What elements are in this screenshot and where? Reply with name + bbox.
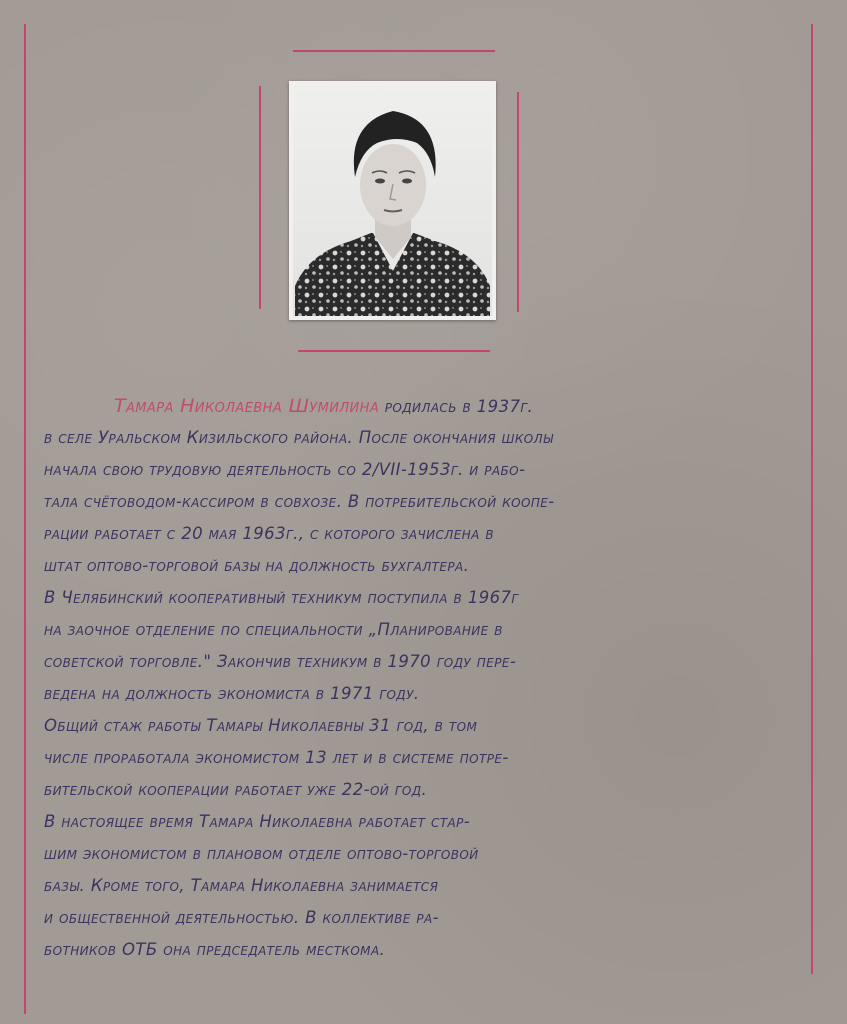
text-line: в селе Уральском Кизильского района. После окончания школы: [44, 428, 554, 447]
text-line: советской торговле." Закончив техникум в 1970 году пере-: [44, 652, 517, 671]
text-line: числе проработала экономистом 13 лет и в системе потре-: [44, 748, 509, 767]
text-line: на заочное отделение по специальности „Планирование в: [44, 620, 503, 639]
text-line: ведена на должность экономиста в 1971 году.: [44, 684, 420, 703]
text-line: ботников ОТБ она председатель месткома.: [44, 940, 386, 959]
text-line: родилась в 1937г.: [379, 397, 534, 416]
text-line: Общий стаж работы Тамары Николаевны 31 год, в том: [44, 716, 478, 735]
text-line: штат оптово-торговой базы на должность бухгалтера.: [44, 556, 470, 575]
person-name: Тамара Николаевна Шумилина: [114, 395, 380, 417]
left-margin-line: [24, 24, 26, 1014]
biography-text: [44, 390, 814, 966]
portrait-photo: [289, 81, 496, 320]
text-line: начала свою трудовую деятельность со 2/VII-1953г. и рабо-: [44, 460, 526, 479]
photo-frame-left-line: [259, 86, 261, 309]
photo-frame-top-line: [293, 50, 495, 52]
text-line: В настоящее время Тамара Николаевна работает стар-: [44, 812, 471, 831]
text-line: бительской кооперации работает уже 22-ой год.: [44, 780, 428, 799]
text-line: базы. Кроме того, Тамара Николаевна занимается: [44, 876, 439, 895]
photo-frame-right-line: [517, 92, 519, 312]
text-line: В Челябинский кооперативный техникум поступила в 1967г: [44, 588, 519, 607]
text-line: и общественной деятельностью. В коллективе ра-: [44, 908, 440, 927]
photo-frame-bottom-line: [298, 350, 490, 352]
portrait-image: [289, 81, 496, 320]
text-line: рации работает с 20 мая 1963г., с которого зачислена в: [44, 524, 495, 543]
text-line-first: [44, 390, 814, 422]
text-line: шим экономистом в плановом отделе оптово-торговой: [44, 844, 479, 863]
text-line: тала счётоводом-кассиром в совхозе. В потребительской коопе-: [44, 492, 555, 511]
